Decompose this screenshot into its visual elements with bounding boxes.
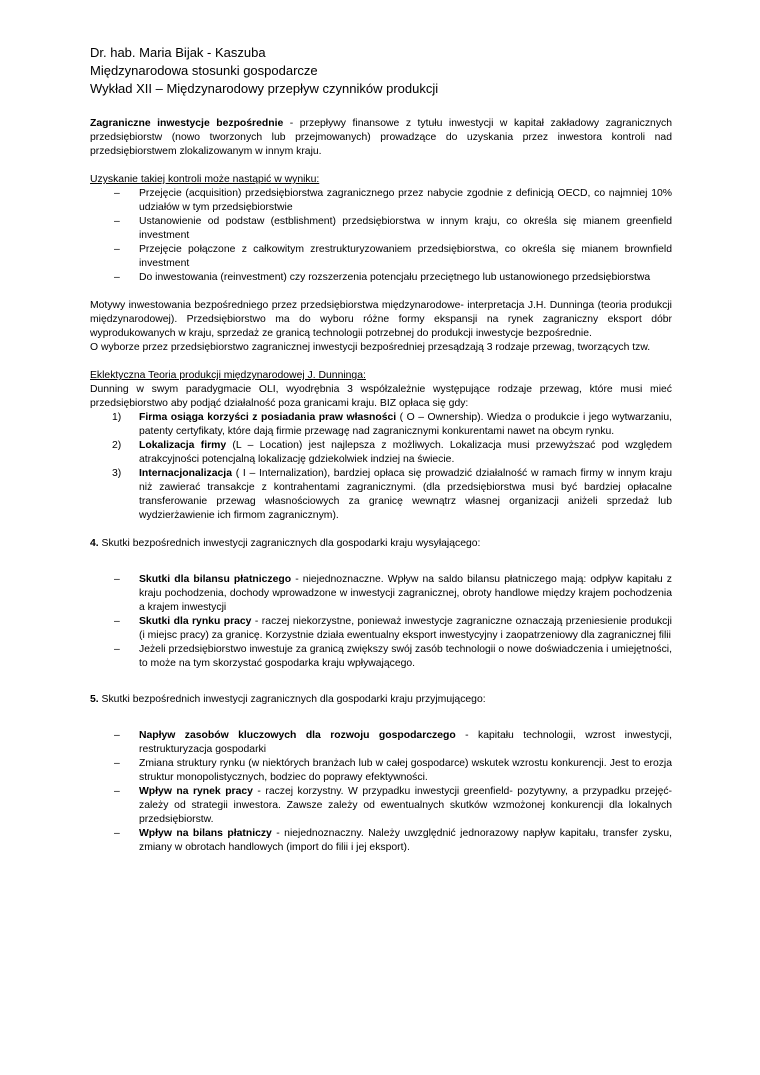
list-item: – Ustanowienie od podstaw (estblishment) przedsiębiorstwa w innym kraju, co określa się mianem greenfield investment: [139, 215, 672, 243]
eclectic-heading: Eklektyczna Teoria produkcji międzynarodowej J. Dunninga:: [90, 370, 366, 381]
control-heading: Uzyskanie takiej kontroli może nastąpić w wyniku:: [90, 174, 320, 185]
item-text: Zmiana struktury rynku (w niektórych branżach lub w całej gospodarce) wskutek wzrostu konkurencji. Jest to erozja struktur monopolistycznych, bodziec do poprawy efektywności.: [139, 758, 672, 783]
motives-paragraph-2: O wyborze przez przedsiębiorstwo zagranicznej inwestycji bezpośredniej przesądzają 3 rodzaje przewag, tworzących tzw.: [90, 342, 651, 353]
item-bold: Skutki dla rynku pracy: [139, 616, 252, 627]
item-text: - niejednoznaczny. Należy uwzględnić jednorazowy napływ kapitału, transfer zysku, zmiany w obrotach handlowych (import do filii i jej eksport).: [139, 828, 672, 853]
list-item: [139, 573, 672, 615]
item-bold: Wpływ na rynek pracy: [139, 786, 253, 797]
section4-heading: [90, 537, 672, 551]
item-bold: Internacjonalizacja: [139, 468, 232, 479]
list-item: – Przejęcie połączone z całkowitym zrestrukturyzowaniem przedsiębiorstwa, co określa się mianem brownfield investment: [139, 243, 672, 271]
item-text: - niejednoznaczne. Wpływ na saldo bilansu płatniczego mają: odpływ kapitału z kraju pochodzenia, dochody wprowadzone w inwestycji zagranicznej, obroty handlowe między krajem pochodzenia a krajem inwestycji: [139, 574, 673, 613]
list-item: [112, 411, 672, 439]
section-title: Skutki bezpośrednich inwestycji zagranicznych dla gospodarki kraju wysyłającego:: [98, 538, 481, 549]
intro-paragraph: [90, 117, 672, 159]
document-header: [90, 44, 672, 98]
item-text: - kapitału technologii, wzrost inwestycji, restrukturyzacja gospodarki: [139, 730, 672, 755]
section5-list: [90, 729, 672, 855]
lecture-title: Wykład XII – Międzynarodowy przepływ czynników produkcji: [90, 81, 439, 96]
section5-heading: [90, 693, 672, 707]
list-item: [112, 439, 672, 467]
list-item: [139, 615, 672, 643]
section-number: 5.: [90, 694, 99, 705]
section-number: 4.: [90, 538, 99, 549]
item-bold: Lokalizacja firmy: [139, 440, 227, 451]
item-text: (L – Location) jest najlepsza z możliwych. Lokalizacja musi przewyższać pod względem atrakcyjności potencjalną lokalizację gdziekolwiek indziej na świecie.: [139, 440, 672, 465]
intro-text: - przepływy finansowe z tytułu inwestycji w kapitał zakładowy zagranicznych przedsiębiorstw (nowo tworzonych lub przejmowanych) prowadzące do uzyskania przez inwestora kontroli nad przedsiębiorstwem zlokalizowanym w innym kraju.: [90, 118, 672, 157]
list-item: [139, 757, 672, 785]
list-item: – Przejęcie (acquisition) przedsiębiorstwa zagranicznego przez nabycie zgodnie z definicją OECD, co najmniej 10% udziałów w tym przedsiębiorstwie: [139, 187, 672, 215]
control-list: [90, 187, 672, 285]
author-line: Dr. hab. Maria Bijak - Kaszuba: [90, 45, 266, 60]
list-item: [112, 467, 672, 523]
course-line: Międzynarodowa stosunki gospodarcze: [90, 63, 318, 78]
list-item: [139, 785, 672, 827]
eclectic-list: [90, 411, 672, 523]
item-number: 2): [112, 440, 122, 451]
list-item: – Do inwestowania (reinvestment) czy rozszerzenia potencjału przeciętnego lub ustanowionego przedsiębiorstwa: [139, 271, 672, 285]
list-item: [139, 827, 672, 855]
item-number: 1): [112, 412, 122, 423]
list-item: [139, 643, 672, 671]
section4-list: [90, 573, 672, 671]
item-text: ( I – Internalization), bardziej opłaca się prowadzić działalność w ramach firmy w innym kraju niż zawierać transakcje z kontrahentami zagranicznymi. (dla przedsiębiorstwa musi być bardziej opłacalne transferowanie przewag własnościowych za granicę wewnątrz własnej organizacji aniżeli sprzedaż lub wydzierżawienie ich firmom zagranicznym).: [139, 468, 672, 521]
item-text: Jeżeli przedsiębiorstwo inwestuje za granicą zwiększy swój zasób technologii o nowe doświadczenia i umiejętności, to może na tym skorzystać gospodarka kraju wpływającego.: [139, 644, 672, 669]
item-text: ( O – Ownership). Wiedza o produkcie i jego wytwarzaniu, patenty certyfikaty, które dają firmie przewagę nad zagranicznymi konkurentami nawet na obcym rynku.: [139, 412, 672, 437]
eclectic-text: Dunning w swym paradygmacie OLI, wyodrębnia 3 współzależnie występujące rodzaje przewag, które musi mieć przedsiębiorstwo aby podjąć działalność poza granicami kraju. BIZ opłaca się gdy:: [90, 384, 672, 409]
item-number: 3): [112, 468, 122, 479]
item-bold: Napływ zasobów kluczowych dla rozwoju gospodarczego: [139, 730, 456, 741]
item-bold: Firma osiąga korzyści z posiadania praw własności: [139, 412, 397, 423]
section-title: Skutki bezpośrednich inwestycji zagranicznych dla gospodarki kraju przyjmującego:: [98, 694, 486, 705]
item-bold: Wpływ na bilans płatniczy: [139, 828, 272, 839]
item-text: - raczej niekorzystne, ponieważ inwestycje zagraniczne oznaczają przeniesienie produkcji (i miejsc pracy) za granicę. Korzystnie działa ewentualny eksport inwestycyjny i zaopatrzeniowy dla zagranicznej filii: [139, 616, 672, 641]
item-bold: Skutki dla bilansu płatniczego: [139, 574, 292, 585]
item-text: - raczej korzystny. W przypadku inwestycji greenfield- pozytywny, a przypadku przejęć- zależy od strategii inwestora. Zawsze zależy od ewentualnych skutków wzmożonej konkurencji dla lokalnych przedsiębiorstw.: [139, 786, 672, 825]
intro-term: Zagraniczne inwestycje bezpośrednie: [90, 118, 284, 129]
motives-paragraph: Motywy inwestowania bezpośredniego przez przedsiębiorstwa międzynarodowe- interpretacja J.H. Dunninga (teoria produkcji międzynarodowej). Przedsiębiorstwo ma do wyboru różne formy ekspansji na rynek zagraniczny eksport dóbr wyprodukowanych w kraju, sprzedaż ze granicą technologii potrzebnej do produkcji inwestycje bezpośrednie.: [90, 300, 672, 339]
list-item: [139, 729, 672, 757]
